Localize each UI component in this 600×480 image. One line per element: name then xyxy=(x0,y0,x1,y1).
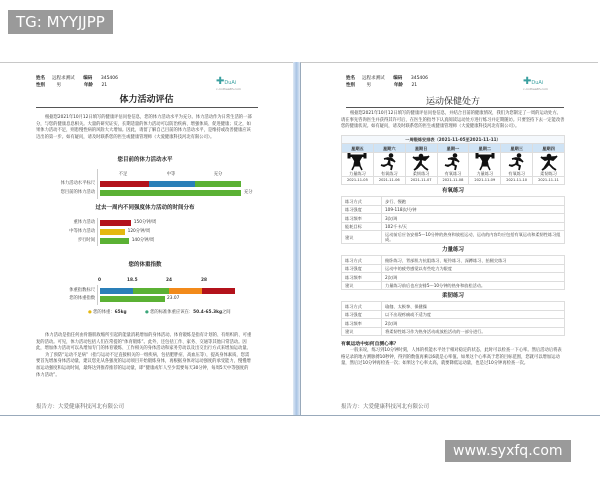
time-distribution-title: 过去一周内不同强度体力活动的时间分布 xyxy=(95,205,195,211)
name-value: 远程求测试 xyxy=(52,76,75,81)
bmi-tick: 28 xyxy=(201,278,207,283)
table-row xyxy=(342,256,565,265)
row-value: 102千卡/天 xyxy=(382,222,565,231)
patient-header xyxy=(36,75,118,89)
table-row xyxy=(342,205,565,214)
table-row xyxy=(342,231,565,244)
row-value: 运动前后应各安排5～10分钟的热身和放松运动，运动的内容均应包括有氧运动和柔韧性练习组成。 xyxy=(382,231,565,244)
scale-label-moderate: 中等 xyxy=(166,172,176,177)
table-row xyxy=(342,264,565,273)
table-row xyxy=(342,214,565,223)
taichi-icon xyxy=(533,153,564,171)
day-date: 2021-11-09 xyxy=(469,176,501,185)
prescription-table xyxy=(341,301,565,336)
row-label: 能耗目标 xyxy=(342,222,382,231)
row-value: 运动中的疲劳感觉以有些吃力为限度 xyxy=(382,264,565,273)
row-value: 以不出现疼痛或不适为度 xyxy=(382,310,565,319)
id-label: 编码 xyxy=(393,76,403,81)
bmi-tick: 24 xyxy=(166,278,172,283)
sex-label: 性别 xyxy=(346,83,355,88)
scale-row-label: 体力活动水平标尺 xyxy=(60,181,95,186)
sex-value: 男 xyxy=(366,83,371,88)
page-exercise-prescription xyxy=(300,62,598,416)
page-physical-activity-assessment xyxy=(0,62,293,416)
weekly-schedule-table xyxy=(341,135,565,186)
page-divider xyxy=(293,62,300,416)
patient-header xyxy=(346,75,428,89)
id-label: 编码 xyxy=(83,76,93,81)
day-activity: 力量练习 xyxy=(469,152,501,176)
day-header: 星期四 xyxy=(533,144,565,153)
row-label: 建议 xyxy=(342,281,382,290)
your-level-value: 充分 xyxy=(244,190,253,195)
name-label: 姓名 xyxy=(36,76,45,81)
day-activity: 有氧练习 xyxy=(373,152,405,176)
row-label: 练习强度 xyxy=(342,310,382,319)
row-label: 练习频率 xyxy=(342,273,382,282)
row-label: 练习方式 xyxy=(342,302,382,311)
logo-cross-icon: ✚ xyxy=(216,76,225,87)
logo-cross-icon: ✚ xyxy=(523,76,532,87)
time-bar xyxy=(100,220,131,226)
row-value: 2次/周 xyxy=(382,319,565,328)
bmi-tick: 18.5 xyxy=(127,278,138,283)
watermark-bottom-right: www.syxfq.com xyxy=(445,440,571,462)
day-activity: 柔韧练习 xyxy=(533,152,565,176)
your-bmi-value: 23.07 xyxy=(167,296,180,301)
standard-weight-legend: ● 您的标准体重应该在：50.4-65.3kg之间 xyxy=(145,310,231,315)
weightlifting-icon xyxy=(469,153,500,171)
row-value: 109-118次/分钟 xyxy=(382,205,565,214)
intro-paragraph: 根据您2021年10月12日填写的健康评估问卷信息，您的体力活动水平为充分。体力活动作为日常生活的一部分，与您的健康息息相关。大量的研究证实，长期适量的体力活动可以防治疾病、增强体质、促进健康；反之，如果体力活动不足，则患慢性病的风险大大增加。因此，请留了解自己目前的体力活动水平，是维持或改善健康应该迈出的第一步。如有疑问，请及时联系您的医生或健康管理师（大爱健康科技河北有限公司）。 xyxy=(36,115,252,140)
running-icon xyxy=(374,153,405,171)
row-label: 练习方式 xyxy=(342,256,382,265)
day-header: 星期日 xyxy=(405,144,437,153)
row-value: 将柔韧性练习作为热身活动或放松活动的一部分进行。 xyxy=(382,327,565,336)
prescription-table xyxy=(341,255,565,290)
time-row-label: 步行时间 xyxy=(77,238,95,243)
weight-icon: ● xyxy=(88,310,92,315)
table-row xyxy=(342,222,565,231)
bmi-scale-label: 体重指数标尺 xyxy=(69,288,95,293)
row-value: 力量练习前后也应安排5～10分钟的热身和放松活动。 xyxy=(382,281,565,290)
activity-level-title: 您目前的体力活动水平 xyxy=(117,157,173,163)
time-bar xyxy=(100,229,125,235)
weight-legend: ● 您的体重：65kg xyxy=(88,310,127,315)
time-row-label: 中等体力活动 xyxy=(69,229,95,234)
qa-title: 有氧运动中如何自测心率？ xyxy=(341,342,399,348)
time-row-value: 150分钟/周 xyxy=(133,220,157,225)
row-value: 俯卧练习、背部肌力抗阻练习、哑铃练习、深蹲练习、抬腿尖练习 xyxy=(382,256,565,265)
table-row xyxy=(342,302,565,311)
bmi-bar-overweight xyxy=(169,288,202,294)
day-activity: 有氧练习 xyxy=(437,152,469,176)
day-date: 2021-11-08 xyxy=(437,176,469,185)
row-label: 建议 xyxy=(342,231,382,244)
age-label: 年龄 xyxy=(83,83,93,88)
prescription-content xyxy=(341,97,565,372)
table-row xyxy=(342,310,565,319)
section-title: 有氧练习 xyxy=(441,188,464,195)
row-label: 建议 xyxy=(342,327,382,336)
sex-value: 男 xyxy=(56,83,61,88)
scale-bar-moderate xyxy=(149,181,195,187)
logo: ✚DuAi c.cndhealth.com xyxy=(523,76,548,91)
table-row xyxy=(342,319,565,328)
taichi-icon xyxy=(406,153,437,171)
running-icon xyxy=(501,153,532,171)
qa-paragraph: 一般来说，练习到10分钟时刻，人体的机能水平处于相对稳定的状态，此时可以检查一下心率。然后活动后将表格记录的地方测脉搏10秒钟，得到的数值再乘以6就是心率值。如果这个心率高于您的目标范围，您就可以增加运动量，然后过10分钟再检查一次；如果这个心率太高，就要降低运动量，也是过10分钟再检查一次。 xyxy=(341,348,562,367)
day-date: 2021-11-10 xyxy=(501,176,533,185)
day-date: 2021-11-05 xyxy=(342,176,374,185)
age-value: 21 xyxy=(101,83,108,88)
name-value: 远程求测试 xyxy=(362,76,385,81)
table-row xyxy=(342,197,565,206)
day-date: 2021-11-06 xyxy=(373,176,405,185)
day-activity: 有氧练习 xyxy=(501,152,533,176)
section-title: 柔韧练习 xyxy=(441,293,464,300)
week-table-title: 一周锻炼安排表（2021-11-05至2021-11-11） xyxy=(342,135,565,144)
your-bmi-bar xyxy=(100,296,165,302)
bmi-tick: 0 xyxy=(98,278,101,283)
running-icon xyxy=(438,153,469,171)
your-level-row-label: 您目前的体力活动 xyxy=(60,190,95,195)
body-paragraph-1: 体力活动是指任何由骨骼肌收缩所引起的能量消耗增加的身体活动。体育锻炼是指有计划的、有组织的、可重复的活动。可见，体力活动包括人们在常提的“体育锻炼”。此外，还包括工作、家务、交通等其他日常活动。因此，增加体力活动可以从增加专门的体育锻炼、工作相关的身体活动和家务劳动以及出交出行方式来增加运动量。 xyxy=(36,333,252,352)
day-header: 星期五 xyxy=(342,144,374,153)
day-header: 星期三 xyxy=(501,144,533,153)
day-activity: 柔韧练习 xyxy=(405,152,437,176)
name-label: 姓名 xyxy=(346,76,355,81)
header-rule xyxy=(36,107,258,108)
body-text xyxy=(36,333,252,379)
day-date: 2021-11-11 xyxy=(533,176,565,185)
sex-label: 性别 xyxy=(36,83,45,88)
id-value: 345406 xyxy=(100,76,119,81)
id-value: 345406 xyxy=(410,76,429,81)
row-value: 3次/周 xyxy=(382,214,565,223)
footer: 报告方：大爱健康科技河北有限公司 xyxy=(36,404,125,410)
age-label: 年龄 xyxy=(393,83,403,88)
row-value: 瑜伽、太极拳、保健操 xyxy=(382,302,565,311)
footer: 报告方：大爱健康科技河北有限公司 xyxy=(341,404,430,410)
scale-bar-sufficient xyxy=(195,181,241,187)
page-title: 运动保健处方 xyxy=(425,97,480,107)
table-row xyxy=(342,281,565,290)
row-value: 步行、慢跑 xyxy=(382,197,565,206)
day-header: 星期二 xyxy=(469,144,501,153)
scale-label-sufficient: 充分 xyxy=(213,172,223,177)
table-row xyxy=(342,273,565,282)
page-title: 体力活动评估 xyxy=(119,95,174,105)
logo: ✚DuAi c.cndhealth.com xyxy=(216,76,241,91)
time-row-value: 140分钟/周 xyxy=(131,238,155,243)
your-level-bar xyxy=(100,190,241,196)
scale-bar-insufficient xyxy=(100,181,149,187)
time-bar xyxy=(100,238,129,244)
time-row-label: 重体力活动 xyxy=(73,220,95,225)
section-title: 力量练习 xyxy=(441,247,464,254)
scale-label-insufficient: 不足 xyxy=(118,172,128,177)
watermark-top-left: TG: MYYJJPP xyxy=(8,10,113,34)
bmi-title: 您的体重指数 xyxy=(128,262,162,268)
table-row xyxy=(342,327,565,336)
prescription-table xyxy=(341,196,565,244)
row-label: 练习强度 xyxy=(342,205,382,214)
day-header: 星期六 xyxy=(373,144,405,153)
time-row-value: 120分钟/周 xyxy=(127,229,151,234)
row-label: 练习强度 xyxy=(342,264,382,273)
bmi-bar-normal xyxy=(133,288,169,294)
bmi-bar-obese xyxy=(202,288,235,294)
day-header: 星期一 xyxy=(437,144,469,153)
body-paragraph-2: 为了预防“运动不足病”（指与运动不足直接相关的一组疾病，包括肥胖症、高血压等），提高身体素质，您需要首先增加身体活动量，建议您先从各强度的运动项目开始锻炼身体，再根据身体对运动强度的承受能力，慢慢增加运动强度和运动时间，最终达到推荐推荐的运动量，即“健康成年人至少需要每天30分钟，每周5天中等强度的体力活动”。 xyxy=(36,352,251,378)
age-value: 21 xyxy=(411,83,418,88)
row-label: 练习频率 xyxy=(342,319,382,328)
weightlifting-icon xyxy=(342,153,373,171)
row-value: 2次/周 xyxy=(382,273,565,282)
row-label: 练习频率 xyxy=(342,214,382,223)
bmi-bar-underweight xyxy=(100,288,133,294)
day-activity: 力量练习 xyxy=(342,152,374,176)
intro-paragraph: 根据您2021年10月12日填写的健康评估问卷信息，并结合目前的健康情况，我们为您制定了一周的运动处方。请在事先咨询医生并获得其许可后，在医生的指导下认真阅读运动处方进行练习并定期随访。只要坚持下去一定能改善您的健康状况。如有疑问，请及时联系您的医生或健康管理师（大爱健康科技河北有限公司）。 xyxy=(341,111,565,130)
check-icon: ● xyxy=(145,310,149,315)
your-bmi-label: 您的体重指数 xyxy=(69,296,95,301)
row-label: 练习方式 xyxy=(342,197,382,206)
day-date: 2021-11-07 xyxy=(405,176,437,185)
